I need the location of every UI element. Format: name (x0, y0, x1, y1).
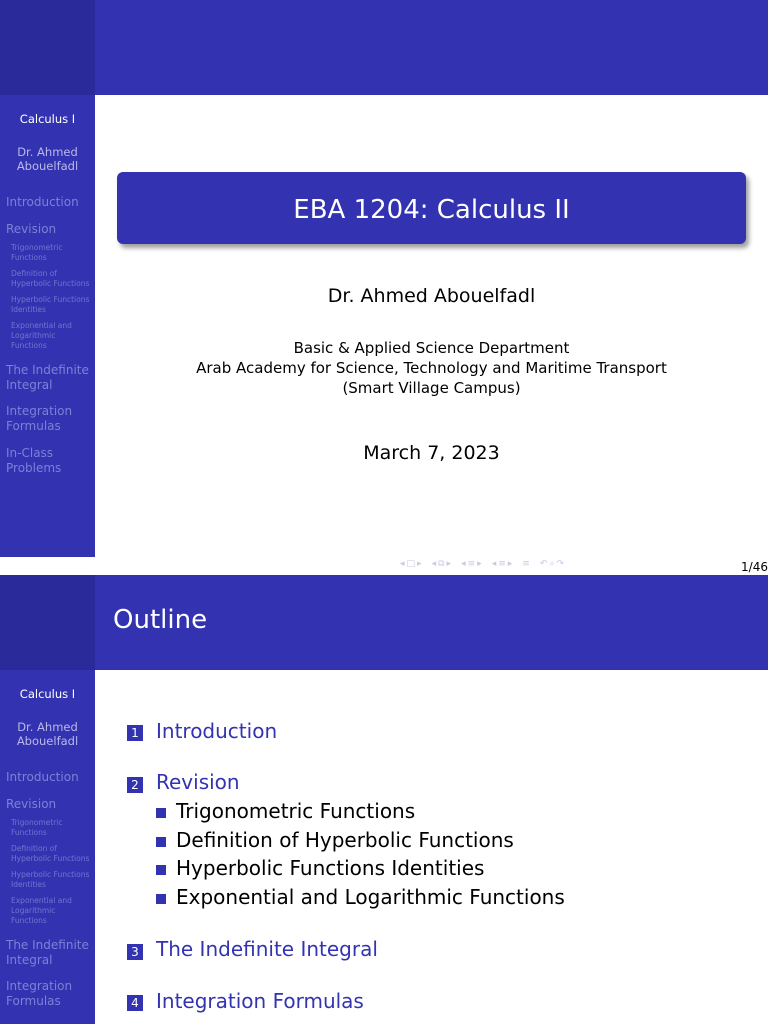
header-corner (0, 0, 95, 95)
sidebar-subitem-trigonometric[interactable] (11, 243, 95, 263)
toc-section-number: 2 (127, 777, 143, 793)
institute-line: Arab Academy for Science, Technology and Maritime Transport (196, 359, 667, 377)
nav-slide-icon[interactable]: □ (406, 559, 416, 569)
sidebar-item-indefinite-integral[interactable] (6, 938, 94, 968)
sidebar-subitem-line: Functions (11, 341, 47, 350)
nav-search-icon[interactable]: ⌕ (549, 559, 555, 569)
sidebar-course-title[interactable]: Calculus I (19, 687, 76, 701)
nav-next-frame-icon[interactable]: ▸ (446, 559, 452, 569)
toc-bullet-icon (156, 865, 166, 875)
sidebar-subitem-line: Identities (11, 305, 46, 314)
sidebar-item-line: The Indefinite (6, 938, 89, 952)
sidebar-subitem-line: Exponential and (11, 321, 72, 330)
sidebar-subitem-line: Logarithmic (11, 906, 56, 915)
toc-section-introduction[interactable]: Introduction (156, 719, 278, 743)
page-number: 1/46 (741, 560, 768, 574)
sidebar (0, 95, 95, 557)
toc-section-indefinite-integral[interactable]: The Indefinite Integral (156, 937, 378, 961)
toc-section-revision[interactable]: Revision (156, 770, 240, 794)
nav-document-icon[interactable]: ≡ (522, 559, 530, 569)
nav-frame-icon[interactable]: ⧉ (438, 559, 445, 569)
sidebar-subitem-line: Exponential and (11, 896, 72, 905)
institute-line: (Smart Village Campus) (342, 379, 521, 397)
sidebar-item-line: Formulas (6, 994, 61, 1008)
sidebar-subitem-line: Logarithmic (11, 331, 56, 340)
toc-bullet-icon (156, 894, 166, 904)
sidebar-course-title[interactable]: Calculus I (19, 112, 76, 126)
presentation-institute (95, 338, 768, 398)
sidebar-subitem-line: Hyperbolic Functions (11, 295, 90, 304)
sidebar-author-line: Abouelfadl (16, 159, 79, 173)
toc-subsection-exponential-logarithmic[interactable]: Exponential and Logarithmic Functions (176, 885, 565, 909)
sidebar-subitem-line: Trigonometric (11, 243, 63, 252)
sidebar-subitem-trigonometric[interactable] (11, 818, 95, 838)
nav-prev-section-icon[interactable]: ◂ (491, 559, 497, 569)
presentation-author: Dr. Ahmed Abouelfadl (327, 285, 536, 307)
sidebar-author-line: Dr. Ahmed (17, 720, 78, 734)
sidebar-item-line: The Indefinite (6, 363, 89, 377)
slide-header-bar (95, 0, 768, 95)
nav-forward-icon[interactable]: ↷ (556, 559, 564, 569)
sidebar-item-introduction[interactable]: Introduction (6, 770, 79, 784)
sidebar-item-revision[interactable]: Revision (6, 797, 57, 811)
sidebar-subitem-line: Trigonometric (11, 818, 63, 827)
presentation-title: EBA 1204: Calculus II (117, 172, 746, 244)
sidebar-item-in-class-problems[interactable] (6, 446, 94, 476)
sidebar-subitem-line: Definition of (11, 844, 57, 853)
nav-subsection-icon[interactable]: ≡ (467, 559, 476, 569)
nav-next-section-icon[interactable]: ▸ (507, 559, 513, 569)
sidebar-item-line: Integration (6, 404, 73, 418)
beamer-navigation-bar (400, 557, 566, 571)
sidebar (0, 670, 95, 1024)
sidebar-subitem-line: Hyperbolic Functions (11, 854, 90, 863)
toc-bullet-icon (156, 837, 166, 847)
sidebar-subitem-exponential-logarithmic[interactable] (11, 896, 95, 926)
sidebar-subitem-line: Functions (11, 828, 47, 837)
sidebar-subitem-line: Functions (11, 916, 47, 925)
sidebar-item-line: In-Class (6, 446, 54, 460)
sidebar-item-revision[interactable]: Revision (6, 222, 57, 236)
sidebar-author-line: Dr. Ahmed (17, 145, 78, 159)
toc-section-integration-formulas[interactable]: Integration Formulas (156, 989, 364, 1013)
sidebar-subitem-line: Hyperbolic Functions (11, 279, 90, 288)
sidebar-subitem-hyperbolic-identities[interactable] (11, 870, 95, 890)
sidebar-item-line: Integral (6, 953, 53, 967)
frame-title: Outline (113, 605, 208, 635)
toc-section-number: 3 (127, 944, 143, 960)
toc-subsection-hyperbolic-identities[interactable]: Hyperbolic Functions Identities (176, 856, 485, 880)
sidebar-subitem-line: Hyperbolic Functions (11, 870, 90, 879)
sidebar-item-line: Problems (6, 461, 62, 475)
sidebar-subitem-line: Definition of (11, 269, 57, 278)
toc-subsection-hyperbolic-definition[interactable]: Definition of Hyperbolic Functions (176, 828, 514, 852)
sidebar-item-indefinite-integral[interactable] (6, 363, 94, 393)
nav-next-slide-icon[interactable]: ▸ (417, 559, 422, 569)
nav-next-subsection-icon[interactable]: ▸ (477, 559, 482, 569)
nav-prev-subsection-icon[interactable]: ◂ (461, 559, 466, 569)
sidebar-subitem-line: Identities (11, 880, 46, 889)
sidebar-author[interactable] (0, 145, 95, 173)
header-corner (0, 575, 95, 670)
outline-slide (0, 575, 768, 1024)
sidebar-item-line: Integration (6, 979, 73, 993)
slide-header-bar (95, 575, 768, 670)
sidebar-item-integration-formulas[interactable] (6, 979, 94, 1009)
institute-line: Basic & Applied Science Department (293, 339, 570, 357)
sidebar-subitem-hyperbolic-definition[interactable] (11, 269, 95, 289)
toc-section-number: 1 (127, 725, 143, 741)
sidebar-item-integration-formulas[interactable] (6, 404, 94, 434)
sidebar-subitem-exponential-logarithmic[interactable] (11, 321, 95, 351)
toc-section-number: 4 (127, 995, 143, 1011)
toc-subsection-trigonometric[interactable]: Trigonometric Functions (176, 799, 416, 823)
nav-back-icon[interactable]: ↶ (539, 559, 548, 569)
nav-prev-frame-icon[interactable]: ◂ (431, 559, 437, 569)
sidebar-item-line: Formulas (6, 419, 61, 433)
presentation-date: March 7, 2023 (363, 442, 500, 464)
toc-bullet-icon (156, 808, 166, 818)
sidebar-subitem-hyperbolic-identities[interactable] (11, 295, 95, 315)
nav-prev-slide-icon[interactable]: ◂ (400, 559, 405, 569)
nav-section-icon[interactable]: ≡ (498, 559, 506, 569)
sidebar-author[interactable] (0, 720, 95, 748)
sidebar-subitem-line: Functions (11, 253, 47, 262)
sidebar-subitem-hyperbolic-definition[interactable] (11, 844, 95, 864)
sidebar-item-introduction[interactable]: Introduction (6, 195, 79, 209)
sidebar-item-line: Integral (6, 378, 53, 392)
sidebar-author-line: Abouelfadl (16, 734, 79, 748)
